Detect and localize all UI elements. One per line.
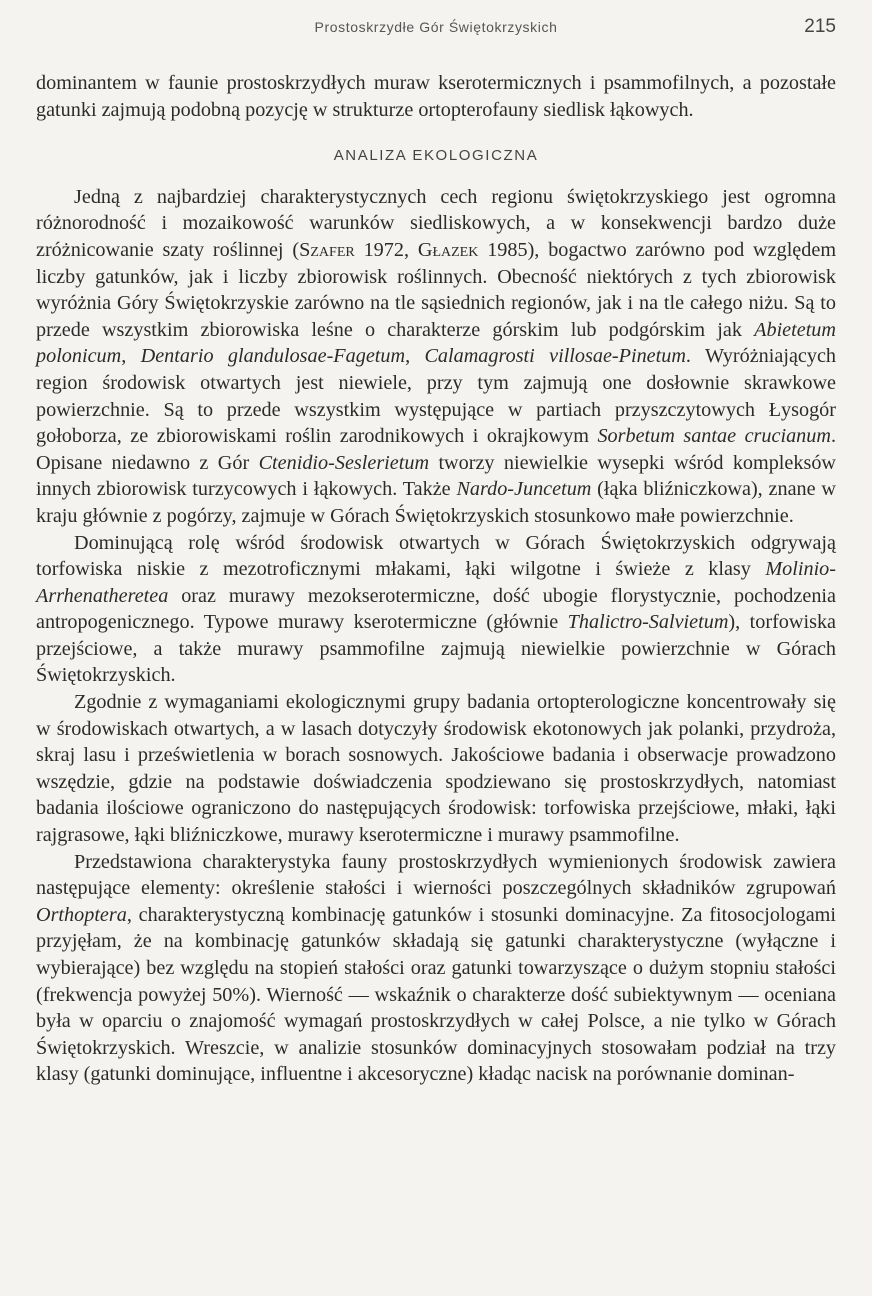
taxon-name: Sorbetum santae crucianum — [597, 425, 831, 448]
text-run: . Wyróżniających region środowisk otwartych jest niewiele, przy tym zajmują one dosłownie skrawkowe powierzchnie. Są to przede wszystkim występujące w partiach przyszczytowych Łysogór gołoborza, ze zbiorowiskami roślin zarodnikowych i okrajkowym — [36, 345, 837, 448]
text-run: Zgodnie z wymaganiami ekologicznymi grupy badania ortopterologiczne koncentrowały się w środowiskach otwartych, a w lasach dotyczyły środowisk ekotonowych jak polanki, przydroża, skraj lasu i prześwietlenia w borach sosnowych. Jakościowe badania i obserwacje prowadzono wszędzie, gdzie na podstawie doświadczenia spodziewano się prostoskrzydłych, natomiast badania ilościowe ograniczono do następujących środowisk: torfowiska przejściowe, młaki, łąki rajgrasowe, łąki bliźniczkowe, murawy kserotermiczne i murawy psammofilne. — [36, 691, 836, 847]
author-citation: Szafer — [299, 238, 355, 261]
text-run: 1972, — [354, 238, 418, 261]
text-run: . Opisane niedawno z Gór — [36, 425, 836, 474]
text-run: , — [405, 345, 425, 368]
page-header — [36, 0, 836, 70]
text-run: , charakterystyczną kombinację gatunków i stosunki dominacyjne. Za fitosocjologami przyjęłam, że na kombinację gatunków składają się gatunki charakterystyczne (wyłączne i wybierające) bez względu na stopień stałości oraz gatunki towarzyszące o dużym stopniu stałości (frekwencja powyżej 50%). Wierność — wskaźnik o charakterze dość subiektywnym — oceniana była w oparciu o znajomość wymagań prostoskrzydłych w całej Polsce, a nie tylko w Górach Świętokrzyskich. Wreszcie, w analizie stosunków dominacyjnych stosowałam podział na trzy klasy (gatunki dominujące, influentne i akcesoryczne) kładąc nacisk na porównanie dominan- — [36, 903, 836, 1086]
text-run: , — [121, 345, 141, 368]
taxon-name: Orthoptera — [36, 903, 127, 926]
taxon-name: Ctenidio-Seslerietum — [258, 451, 430, 474]
text-run: (łąka bliźniczkowa), znane w kraju głównie z pogórzy, zajmuje w Górach Świętokrzyskich stosunkowo małe powierzchnie. — [36, 478, 836, 527]
taxon-name: Calamagrosti villosae-Pinetum — [424, 345, 686, 368]
text-run: ), torfowiska przejściowe, a także murawy psammofilne zajmują niewielkie powierzchnie w Górach Świętokrzyskich. — [36, 611, 837, 687]
text-run: Dominującą rolę wśród środowisk otwartych w Górach Świętokrzyskich odgrywają torfowiska niskie z mezotroficznymi młakami, łąki wilgotne i świeże z klasy — [36, 531, 836, 581]
paragraph-2 — [36, 530, 836, 690]
text-run: Jedną z najbardziej charakterystycznych cech regionu świętokrzyskiego jest ogromna różnorodność i mozaikowość warunków siedliskowych, a w konsekwencji bardzo duże zróżnicowanie szaty roślinnej ( — [36, 185, 836, 261]
running-head: Prostoskrzydłe Gór Świętokrzyskich — [314, 19, 558, 35]
section-heading: ANALIZA EKOLOGICZNA — [333, 147, 539, 165]
text-run: oraz murawy mezokserotermiczne, dość ubogie florystycznie, pochodzenia antropogenicznego. Typowe murawy kserotermiczne (głównie — [36, 584, 836, 634]
taxon-name: Dentario glandulosae-Fagetum — [140, 345, 406, 368]
author-citation: Głazek — [417, 238, 479, 261]
paragraph-4 — [36, 849, 836, 1088]
paragraph-continued — [36, 70, 836, 123]
text-run: 1985), bogactwo zarówno pod względem liczby gatunków, jak i liczby zbiorowisk roślinnych. Obecność niektórych z tych zbiorowisk wyróżnia Góry Świętokrzyskie zarówno na tle sąsiednich regionów, jak i na tle całego niżu. Są to przede wszystkim zbiorowiska leśne o charakterze górskim lub podgórskim jak — [36, 238, 837, 341]
taxon-name: Nardo-Juncetum — [456, 478, 592, 501]
taxon-name: Thalictro-Salvietum — [567, 611, 729, 634]
paragraph-3 — [36, 689, 836, 849]
body-text — [36, 70, 836, 1088]
paragraph-1 — [36, 184, 836, 530]
text-run: dominantem w faunie prostoskrzydłych muraw kserotermicznych i psammofilnych, a pozostałe gatunki zajmują podobną pozycję w strukturze ortopterofauny siedlisk łąkowych. — [36, 72, 836, 121]
taxon-name: Molinio-Arrhenatheretea — [36, 558, 836, 607]
taxon-name: Abietetum polonicum — [36, 318, 836, 368]
text-run: tworzy niewielkie wysepki wśród kompleksów innych zbiorowisk turzycowych i łąkowych. Także — [36, 451, 836, 501]
text-run: Przedstawiona charakterystyka fauny prostoskrzydłych wymienionych środowisk zawiera następujące elementy: określenie stałości i wierności poszczególnych składników zgrupowań — [36, 850, 836, 900]
page-number: 215 — [804, 16, 836, 37]
